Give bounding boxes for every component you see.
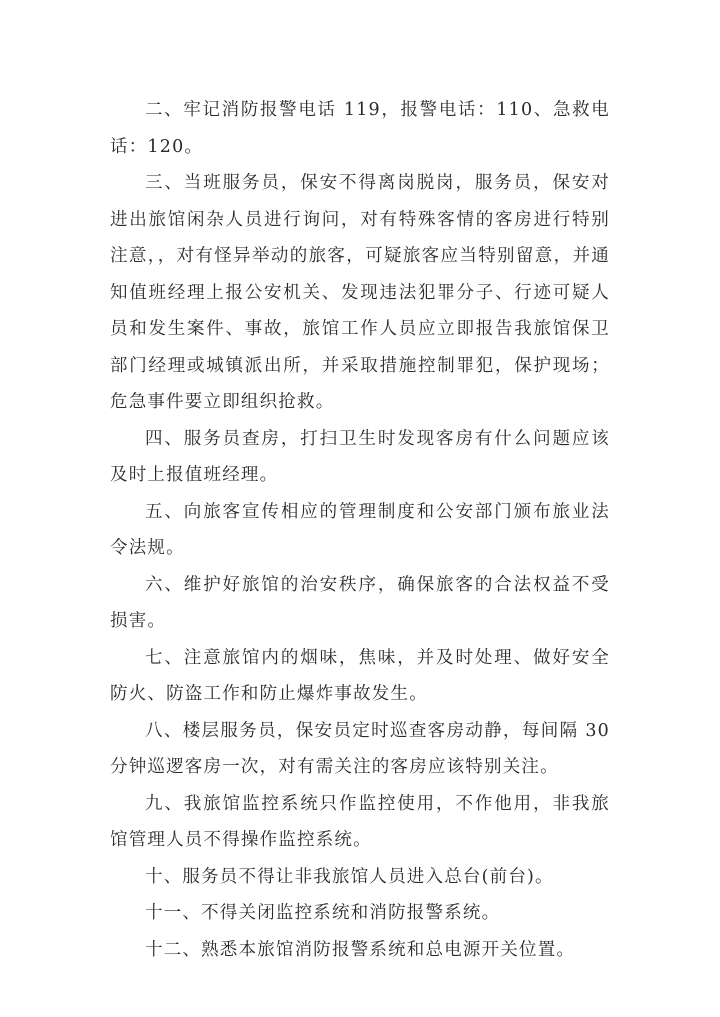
rule-paragraph-4: 四、服务员查房，打扫卫生时发现客房有什么问题应该及时上报值班经理。 (110, 428, 610, 485)
rule-paragraph-3: 三、当班服务员，保安不得离岗脱岗，服务员，保安对进出旅馆闲杂人员进行询问，对有特殊客情的客房进行特别注意，，对有怪异举动的旅客，可疑旅客应当特别留意，并通知值班经理上报公安机关、发现违法犯罪分子、行迹可疑人员和发生案件、事故，旅馆工作人员应立即报告我旅馆保卫部门经理或城镇派出所，并采取措施控制罪犯，保护现场；危急事件要立即组织抢救。 (110, 173, 610, 412)
rule-paragraph-10: 十、服务员不得让非我旅馆人员进入总台(前台)。 (145, 866, 554, 887)
rule-paragraph-11: 十一、不得关闭监控系统和消防报警系统。 (145, 903, 501, 923)
document-page (110, 92, 610, 968)
rule-paragraph-9: 九、我旅馆监控系统只作监控使用，不作他用，非我旅馆管理人员不得操作监控系统。 (110, 793, 610, 850)
rule-paragraph-5: 五、向旅客宣传相应的管理制度和公安部门颁布旅业法令法规。 (110, 501, 610, 558)
rule-paragraph-12: 十二、熟悉本旅馆消防报警系统和总电源开关位置。 (145, 939, 576, 960)
rule-paragraph-6: 六、维护好旅馆的治安秩序，确保旅客的合法权益不受损害。 (110, 574, 610, 631)
rule-paragraph-8: 八、楼层服务员，保安员定时巡查客房动静，每间隔 30 分钟巡逻客房一次，对有需关注的客房应该特别关注。 (110, 720, 610, 777)
rule-paragraph-7: 七、注意旅馆内的烟味，焦味，并及时处理、做好安全防火、防盗工作和防止爆炸事故发生。 (110, 647, 610, 704)
rule-paragraph-2: 二、牢记消防报警电话 119，报警电话：110、急救电话：120。 (110, 100, 610, 157)
